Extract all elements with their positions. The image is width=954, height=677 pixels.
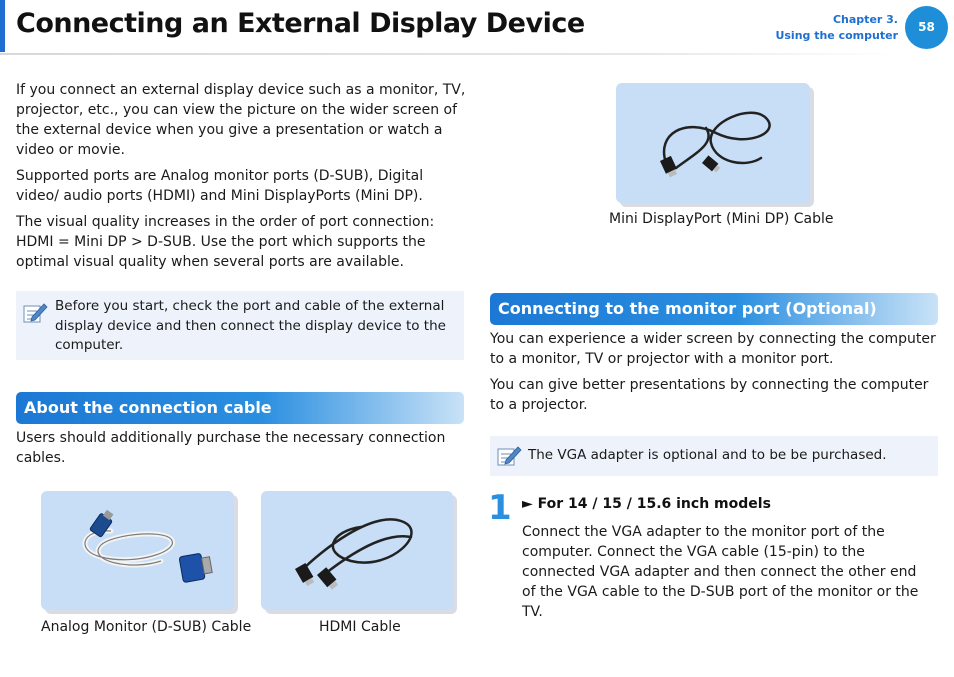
intro-paragraph-1: If you connect an external display device such as a monitor, TV, projector, etc., you can view the picture on the wider screen of the external device when you give a presentation or watch a video or movie. (16, 82, 466, 158)
caption-hdmi-cable: HDMI Cable (319, 619, 401, 635)
figure-hdmi-cable (261, 491, 453, 610)
monitor-paragraph-1: You can experience a wider screen by connecting the computer to a monitor, TV or projector with a monitor port. (490, 331, 936, 367)
caption-minidp-cable: Mini DisplayPort (Mini DP) Cable (609, 211, 834, 227)
chapter-name: Using the computer (775, 29, 898, 42)
header-divider (0, 53, 900, 55)
chapter-number: Chapter 3. (832, 13, 898, 26)
figure-minidp-cable (616, 83, 810, 203)
section-body-monitor-port (490, 329, 940, 421)
page-title: Connecting an External Display Device (16, 8, 585, 39)
monitor-paragraph-2: You can give better presentations by connecting the computer to a projector. (490, 377, 929, 413)
dsub-cable-icon (41, 491, 234, 610)
section-body-connection-cable: Users should additionally purchase the necessary connection cables. (16, 430, 446, 466)
note-text: The VGA adapter is optional and to be be purchased. (528, 447, 887, 463)
note-box-prep (16, 291, 464, 360)
chapter-label (775, 12, 898, 44)
note-box-vga (490, 436, 938, 476)
intro-text (16, 80, 468, 278)
note-pencil-icon (496, 444, 522, 472)
note-text: Before you start, check the port and cable of the external display device and then connect the display device to the computer. (55, 298, 446, 353)
section-heading-monitor-port: Connecting to the monitor port (Optional) (490, 293, 938, 325)
intro-paragraph-2: Supported ports are Analog monitor ports (D-SUB), Digital video/ audio ports (HDMI) and Mini DisplayPorts (Mini DP). (16, 168, 424, 204)
step-heading: ► For 14 / 15 / 15.6 inch models (522, 496, 771, 512)
hdmi-cable-icon (261, 491, 453, 610)
caption-dsub-cable: Analog Monitor (D-SUB) Cable (41, 619, 252, 635)
header-accent-bar (0, 0, 5, 52)
page-number-badge: 58 (905, 6, 948, 49)
step-number: 1 (488, 488, 512, 528)
minidp-cable-icon (616, 83, 810, 203)
section-heading-connection-cable: About the connection cable (16, 392, 464, 424)
intro-paragraph-3: The visual quality increases in the order of port connection: HDMI = Mini DP > D-SUB. Use the port which supports the optimal visual quality when several ports are available. (16, 214, 435, 270)
note-pencil-icon (22, 301, 48, 329)
figure-dsub-cable (41, 491, 234, 610)
step-body: Connect the VGA adapter to the monitor port of the computer. Connect the VGA cable (15-pin) to the connected VGA adapter and then connect the other end of the VGA cable to the D-SUB port of the monitor or the TV. (522, 524, 919, 620)
